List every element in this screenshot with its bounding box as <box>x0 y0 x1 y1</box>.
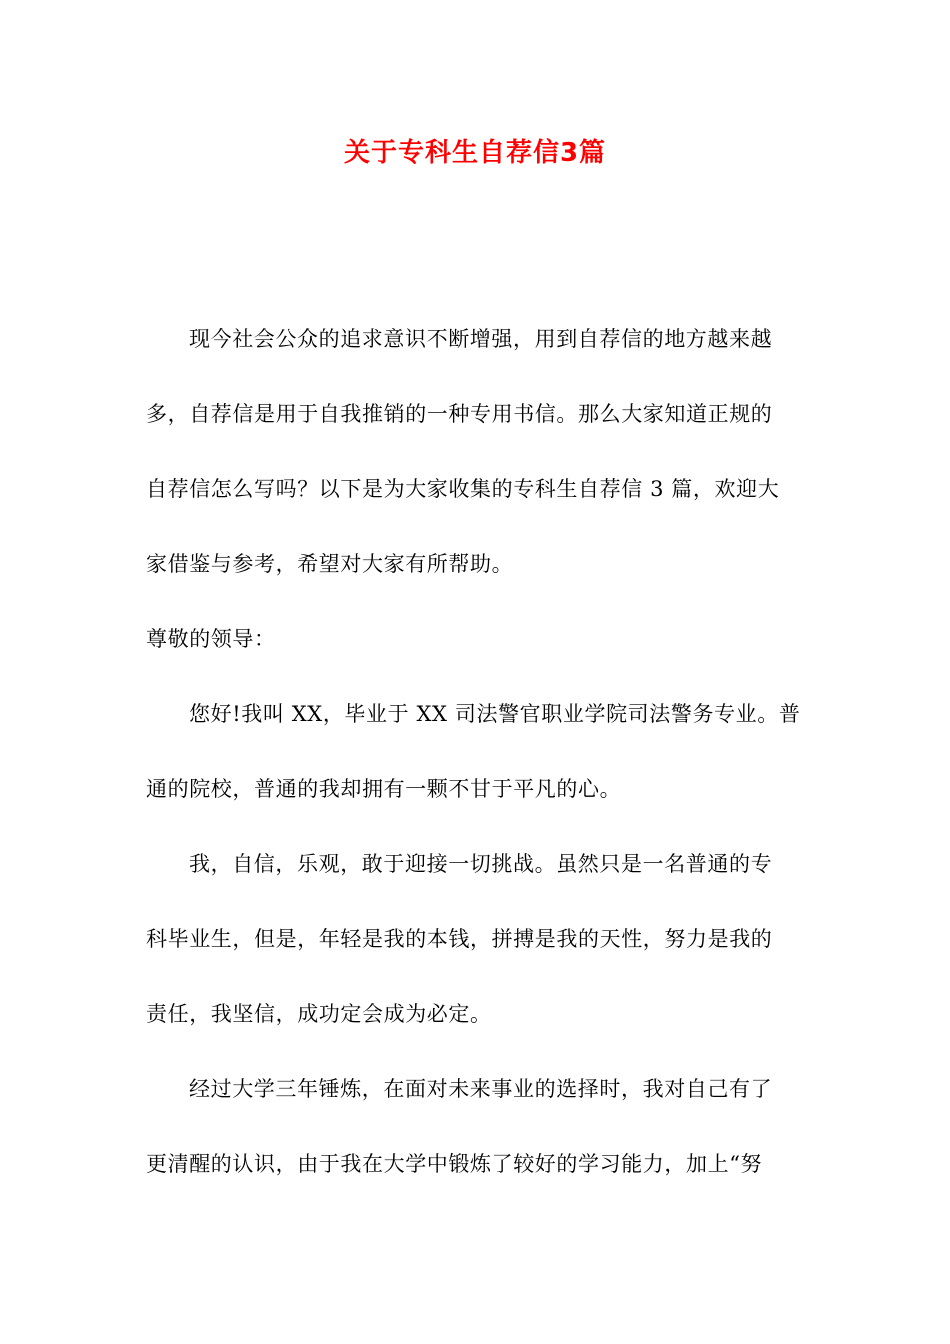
body-line: 自荐信怎么写吗？以下是为大家收集的专科生自荐信 3 篇，欢迎大 <box>146 477 780 501</box>
body-line: 更清醒的认识，由于我在大学中锻炼了较好的学习能力，加上“努 <box>146 1152 763 1176</box>
body-line: 家借鉴与参考，希望对大家有所帮助。 <box>146 552 514 576</box>
salutation: 尊敬的领导： <box>146 627 276 651</box>
body-line: 您好!我叫 XX，毕业于 XX 司法警官职业学院司法警务专业。普 <box>189 702 801 726</box>
body-line: 经过大学三年锤炼，在面对未来事业的选择时，我对自己有了 <box>189 1077 773 1101</box>
body-line: 我，自信，乐观，敢于迎接一切挑战。虽然只是一名普通的专 <box>189 852 773 876</box>
document-body <box>146 318 808 1218</box>
body-line: 科毕业生，但是，年轻是我的本钱，拼搏是我的天性，努力是我的 <box>146 927 773 951</box>
body-line: 责任，我坚信，成功定会成为必定。 <box>146 1002 492 1026</box>
body-line: 现今社会公众的追求意识不断增强，用到自荐信的地方越来越 <box>189 327 773 351</box>
body-line: 多，自荐信是用于自我推销的一种专用书信。那么大家知道正规的 <box>146 402 773 426</box>
body-line: 通的院校，普通的我却拥有一颗不甘于平凡的心。 <box>146 777 622 801</box>
document-title: 关于专科生自荐信3篇 <box>343 138 607 168</box>
